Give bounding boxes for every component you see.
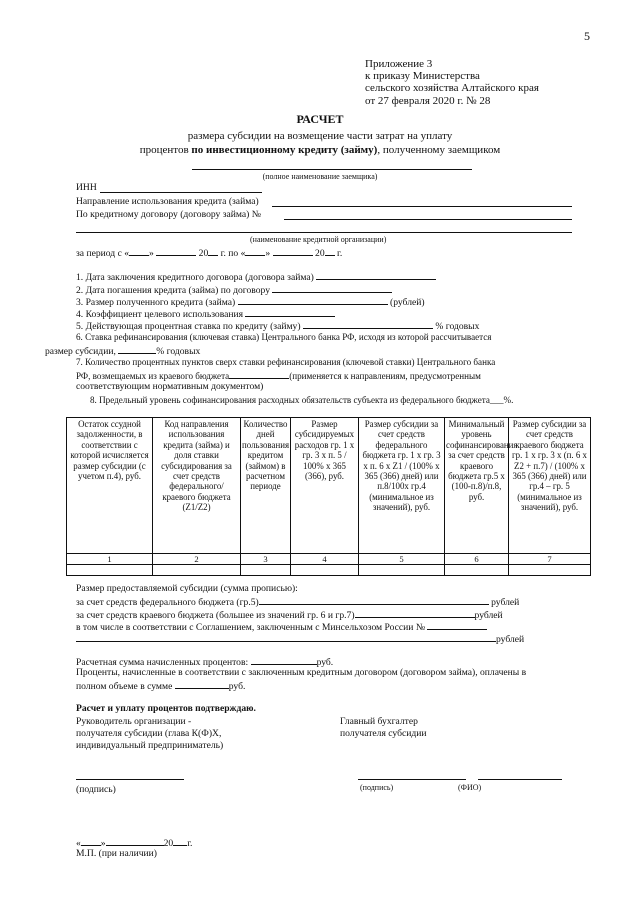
stamp-note: М.П. (при наличии) <box>76 848 157 859</box>
head-signature-line[interactable] <box>76 779 184 780</box>
appendix-line-4: от 27 февраля 2020 г. № 28 <box>365 95 491 107</box>
table-cell[interactable] <box>509 565 591 576</box>
period-to-day[interactable] <box>245 246 265 256</box>
subsidy-federal-unit: рублей <box>491 597 520 608</box>
table-cell[interactable] <box>445 565 509 576</box>
accountant-name-line[interactable] <box>478 779 562 780</box>
subtitle-part-b: по инвестиционному кредиту (займу) <box>191 144 378 156</box>
accountant-line-1: Главный бухгалтер <box>340 716 418 727</box>
item-6-unit: % годовых <box>156 346 201 357</box>
document-title: РАСЧЕТ <box>296 112 344 126</box>
table-column-number: 7 <box>509 554 591 565</box>
date-month[interactable] <box>106 836 164 846</box>
subsidy-agreement-label: в том числе в соответствии с Соглашением, заключенным с Минсельхозом России № <box>76 622 425 633</box>
appendix-line-2: к приказу Министерства <box>365 70 480 82</box>
period-to-year[interactable] <box>325 246 335 256</box>
period-to-label: г. по « <box>220 248 246 259</box>
appendix-line-3: сельского хозяйства Алтайского края <box>365 82 539 94</box>
item-7-label: РФ, возмещаемых из краевого бюджета <box>76 371 230 381</box>
table-column-number: 3 <box>241 554 291 565</box>
subtitle-part-c: , полученному заемщиком <box>377 144 501 156</box>
table-header-cell: Количество дней пользования кредитом (займом) в расчетном периоде <box>241 418 291 554</box>
subsidy-table <box>66 417 591 576</box>
item-7-line-3: соответствующим нормативным документом) <box>76 381 264 392</box>
item-6-line-1: 6. Ставка рефинансирования (ключевая ставка) Центрального банка РФ, исходя из которой рассчитывается <box>76 332 492 342</box>
item-5-label: 5. Действующая процентная ставка по кредиту (займу) <box>76 321 301 332</box>
inn-label: ИНН <box>76 182 97 193</box>
borrower-line[interactable] <box>192 169 472 170</box>
item-3-unit: (рублей) <box>390 297 425 308</box>
item-2-field[interactable] <box>272 283 392 293</box>
subtitle-part-a: процентов <box>139 144 192 156</box>
date-year-prefix: 20 <box>163 838 174 849</box>
accountant-signature-caption: (подпись) <box>360 783 394 792</box>
table-cell[interactable] <box>359 565 445 576</box>
calc-line-3 <box>76 679 245 692</box>
head-line-2: получателя субсидии (глава К(Ф)Х, <box>76 728 222 739</box>
period-to-year-suffix: г. <box>337 248 343 259</box>
table-header-cell: Остаток ссудной задолженности, в соответствии с которой исчисляется размер субсидии (с учетом п.4), руб. <box>67 418 153 554</box>
table-row <box>67 565 591 576</box>
table-header-cell: Код направления использования кредита (займа) и доля ставки субсидирования за счет средств федерального/краевого бюджета (Z1/Z2) <box>153 418 241 554</box>
inn-field[interactable] <box>100 192 262 193</box>
subsidy-regional-unit: рублей <box>474 610 503 621</box>
item-6-line-2 <box>45 344 200 357</box>
subsidy-federal <box>76 595 519 608</box>
period-to-year-prefix: 20 <box>315 248 325 259</box>
table-cell[interactable] <box>241 565 291 576</box>
item-7-note: (применяется к направлениям, предусмотренным <box>289 371 481 381</box>
date-open: « <box>76 838 81 849</box>
item-1-label: 1. Дата заключения кредитного договора (договора займа) <box>76 272 314 283</box>
confirm-text: Расчет и уплату процентов подтверждаю. <box>76 703 256 714</box>
period-from-month[interactable] <box>156 246 196 256</box>
calc-label: Расчетная сумма начисленных процентов: <box>76 657 249 668</box>
paid-label: полном объеме в сумме <box>76 681 173 692</box>
subsidy-agreement-number[interactable] <box>427 620 487 630</box>
period-row <box>76 246 342 259</box>
table-header-cell: Размер субсидии за счет средств федерального бюджета гр. 1 х гр. 3 х п. 6 х Z1 / (100% х 365 (366) дней) или п.8/100х гр.4 (минимальное из значений), руб. <box>359 418 445 554</box>
item-3-label: 3. Размер полученного кредита (займа) <box>76 297 236 308</box>
table-header-cell: Размер субсидируемых расходов гр. 1 х гр. 3 х п. 5 / 100% х 365 (366), руб. <box>291 418 359 554</box>
head-line-1: Руководитель организации - <box>76 716 192 727</box>
item-4-label: 4. Коэффициент целевого использования <box>76 309 244 320</box>
table-column-number: 5 <box>359 554 445 565</box>
table-number-row <box>67 554 591 565</box>
subtitle-line-2 <box>0 144 640 156</box>
accountant-line-2: получателя субсидии <box>340 728 427 739</box>
item-1-field[interactable] <box>316 270 436 280</box>
item-5-field[interactable] <box>303 319 433 329</box>
calc-line-2: Проценты, начисленные в соответствии с заключенным кредитным договором (договором займа), оплачены в <box>76 667 527 678</box>
item-8: 8. Предельный уровень софинансирования расходных обязательств субъекта из федерального бюджета___%. <box>90 395 514 405</box>
head-line-3: индивидуальный предприниматель) <box>76 740 224 751</box>
accountant-signature-line[interactable] <box>358 779 466 780</box>
subsidy-regional-label: за счет средств краевого бюджета (большее из значений гр. 6 и гр.7) <box>76 610 355 621</box>
direction-field[interactable] <box>272 206 572 207</box>
date-year[interactable] <box>173 836 187 846</box>
table-column-number: 6 <box>445 554 509 565</box>
table-header-cell: Размер субсидии за счет средств краевого бюджета гр. 1 х гр. 3 х (п. 6 х Z2 + п.7) / (100% х 365 (366) дней) или гр.4 – гр. 5 (минимальное из значений), руб. <box>509 418 591 554</box>
calc-unit: руб. <box>316 657 334 668</box>
period-to-close: » <box>265 248 271 259</box>
subsidy-federal-field[interactable] <box>259 595 489 605</box>
table-header-cell: Минимальный уровень софинансирования за счет средств краевого бюджета гр.5 х (100-п.8)/п.8, руб. <box>445 418 509 554</box>
contract-field[interactable] <box>284 219 572 220</box>
table-cell[interactable] <box>291 565 359 576</box>
item-5 <box>76 319 479 332</box>
subsidy-agreement-field[interactable] <box>76 632 496 642</box>
paid-field[interactable] <box>175 679 229 689</box>
period-from-year[interactable] <box>208 246 218 256</box>
item-7-line-1: 7. Количество процентных пунктов сверх ставки рефинансирования (ключевой ставки) Центрального банка <box>76 357 496 367</box>
subsidy-agreement-amount <box>76 632 524 645</box>
subsidy-agreement-unit: рублей <box>496 634 525 645</box>
item-2-label: 2. Дата погашения кредита (займа) по договору <box>76 285 270 296</box>
item-1 <box>76 270 436 283</box>
period-to-month[interactable] <box>273 246 313 256</box>
contract-label: По кредитному договору (договору займа) № <box>76 209 261 220</box>
head-signature-caption: (подпись) <box>76 784 116 795</box>
appendix-line-1: Приложение 3 <box>365 58 433 70</box>
calc-field[interactable] <box>251 655 317 665</box>
period-from-year-prefix: 20 <box>198 248 209 259</box>
table-column-number: 2 <box>153 554 241 565</box>
table-column-number: 1 <box>67 554 153 565</box>
table-cell[interactable] <box>67 565 153 576</box>
subtitle-line-1: размера субсидии на возмещение части затрат на уплату <box>187 130 453 142</box>
table-column-number: 4 <box>291 554 359 565</box>
table-cell[interactable] <box>153 565 241 576</box>
subsidy-title: Размер предоставляемой субсидии (сумма прописью): <box>76 583 298 594</box>
item-6-field[interactable] <box>118 344 156 354</box>
credit-org-field[interactable] <box>76 232 572 233</box>
direction-label: Направление использования кредита (займа) <box>76 196 259 207</box>
period-from-close: » <box>149 248 154 259</box>
borrower-caption: (полное наименование заемщика) <box>262 172 378 181</box>
table-header-row <box>67 418 591 554</box>
item-3-field[interactable] <box>238 295 388 305</box>
item-6-label: размер субсидии, <box>45 346 116 357</box>
credit-org-caption: (наименование кредитной организации) <box>250 235 387 244</box>
accountant-name-caption: (ФИО) <box>458 783 482 792</box>
subsidy-regional-field[interactable] <box>355 608 475 618</box>
date-close: » <box>100 838 106 849</box>
item-4-field[interactable] <box>245 307 335 317</box>
item-5-unit: % годовых <box>435 321 480 332</box>
page-number: 5 <box>584 29 590 43</box>
period-from-label: за период с « <box>76 248 130 259</box>
item-7-field[interactable] <box>229 369 289 379</box>
date-day[interactable] <box>81 836 101 846</box>
subsidy-federal-label: за счет средств федерального бюджета (гр.5) <box>76 597 259 608</box>
date-suffix: г. <box>187 838 193 849</box>
paid-unit: руб. <box>228 681 246 692</box>
period-from-day[interactable] <box>129 246 149 256</box>
